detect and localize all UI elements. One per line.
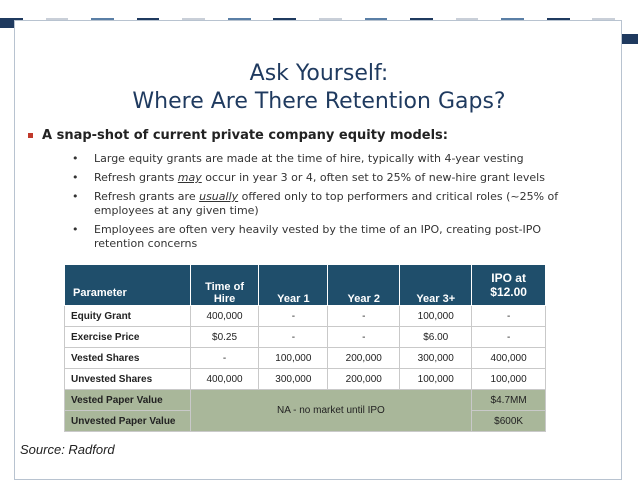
table-row-vested-paper — [65, 390, 546, 411]
table-cell: 400,000 — [190, 306, 259, 327]
table-cell: $600K — [472, 411, 546, 432]
slide-title-line-1: Ask Yourself: — [249, 61, 389, 86]
header-time-of-hire: Time of Hire — [190, 265, 259, 306]
slide-title-line-2: Where Are There Retention Gaps? — [132, 89, 506, 114]
equity-model-table — [64, 264, 546, 432]
sub-bullet-list — [72, 152, 592, 256]
sub-bullet-4 — [72, 223, 592, 251]
sub-bullet-1 — [72, 152, 592, 166]
sub-bullet-text-post: offered only to top performers and critical roles (~25% of employees at any given time) — [94, 190, 559, 217]
row-label: Equity Grant — [65, 306, 191, 327]
main-bullet-text: A snap-shot of current private company equity models: — [42, 128, 448, 143]
table-row — [65, 306, 546, 327]
table-row — [65, 348, 546, 369]
sub-bullet-3 — [72, 190, 592, 218]
header-year-1: Year 1 — [259, 265, 328, 306]
row-label: Unvested Shares — [65, 369, 191, 390]
source-note: Source: Radford — [20, 442, 115, 457]
table-cell: $4.7MM — [472, 390, 546, 411]
sub-bullet-emphasis: may — [177, 171, 202, 184]
square-bullet-icon — [28, 133, 33, 138]
table-row — [65, 369, 546, 390]
table-row — [65, 327, 546, 348]
table-cell: - — [328, 306, 400, 327]
table-cell: 100,000 — [400, 369, 472, 390]
sub-bullet-text-pre: Refresh grants — [94, 171, 178, 184]
bullet-dot-icon: • — [72, 171, 79, 184]
bullet-dot-icon: • — [72, 190, 79, 203]
table-cell: $6.00 — [400, 327, 472, 348]
header-parameter: Parameter — [65, 265, 191, 306]
merged-note-cell: NA - no market until IPO — [190, 390, 472, 432]
main-bullet — [42, 128, 448, 143]
sub-bullet-text-pre: Refresh grants are — [94, 190, 200, 203]
row-label: Vested Paper Value — [65, 390, 191, 411]
table-cell: 100,000 — [259, 348, 328, 369]
sub-bullet-2 — [72, 171, 592, 185]
table-cell: 300,000 — [259, 369, 328, 390]
bullet-dot-icon: • — [72, 223, 79, 236]
sub-bullet-text: Large equity grants are made at the time of hire, typically with 4-year vesting — [94, 152, 524, 165]
header-ipo: IPO at $12.00 — [472, 265, 546, 306]
table-cell: 200,000 — [328, 348, 400, 369]
sub-bullet-emphasis: usually — [199, 190, 239, 203]
table-cell: 400,000 — [190, 369, 259, 390]
table-cell: 100,000 — [472, 369, 546, 390]
table-cell: $0.25 — [190, 327, 259, 348]
header-year-3-plus: Year 3+ — [400, 265, 472, 306]
table-cell: - — [472, 306, 546, 327]
table-cell: 400,000 — [472, 348, 546, 369]
row-label: Vested Shares — [65, 348, 191, 369]
table-cell: - — [190, 348, 259, 369]
table-cell: 300,000 — [400, 348, 472, 369]
table-cell: - — [472, 327, 546, 348]
bullet-dot-icon: • — [72, 152, 79, 165]
table-cell: 100,000 — [400, 306, 472, 327]
row-label: Exercise Price — [65, 327, 191, 348]
table-cell: - — [259, 327, 328, 348]
table-cell: - — [259, 306, 328, 327]
sub-bullet-text-post: occur in year 3 or 4, often set to 25% of new-hire grant levels — [201, 171, 545, 184]
row-label: Unvested Paper Value — [65, 411, 191, 432]
table-header-row — [65, 265, 546, 306]
header-year-2: Year 2 — [328, 265, 400, 306]
table-cell: 200,000 — [328, 369, 400, 390]
sub-bullet-text: Employees are often very heavily vested by the time of an IPO, creating post-IPO retention concerns — [94, 223, 542, 250]
table-cell: - — [328, 327, 400, 348]
